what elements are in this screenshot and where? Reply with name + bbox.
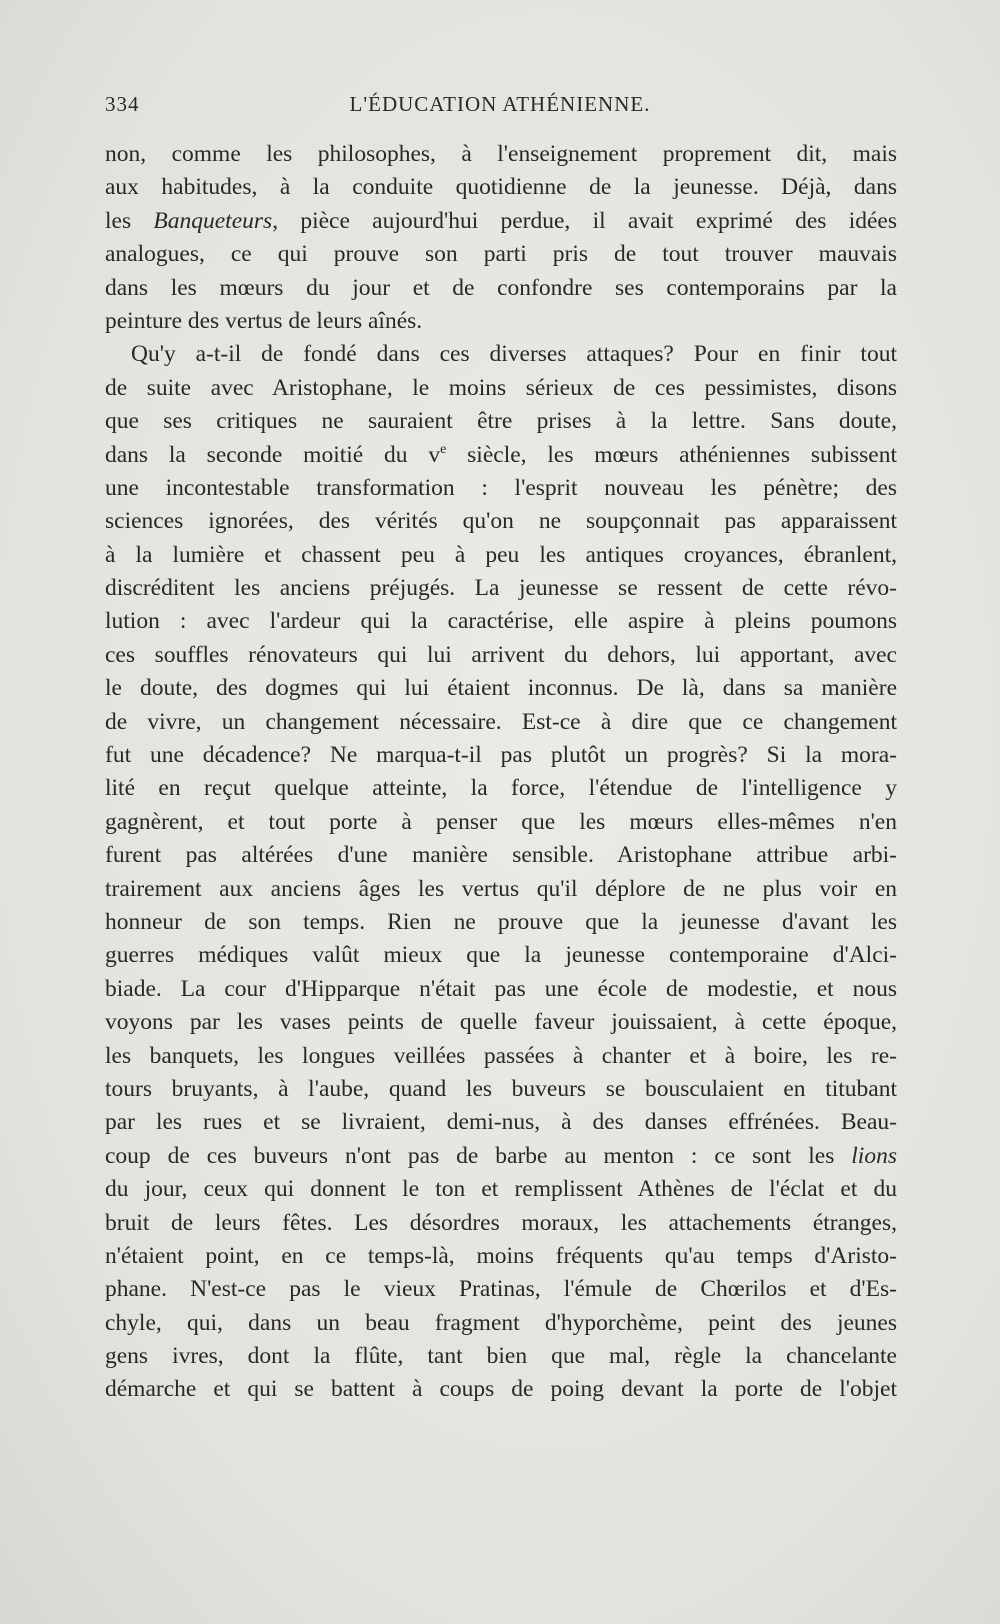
text-line: [105, 138, 897, 171]
text-segment: dans la seconde moitié du v: [105, 441, 441, 468]
text-segment: guerres médiques valût mieux que la jeunesse contemporaine d'Alci-: [105, 942, 897, 969]
text-segment: lité en reçut quelque atteinte, la force, l'étendue de l'intelligence y: [105, 775, 897, 802]
text-line: [105, 472, 897, 505]
text-line: [105, 906, 897, 939]
text-line: [105, 1207, 897, 1240]
text-segment: siècle, les mœurs athéniennes subissent: [446, 441, 897, 468]
running-title: L'ÉDUCATION ATHÉNIENNE.: [349, 92, 651, 116]
italic-text: lions: [851, 1142, 897, 1169]
text-line: [105, 405, 897, 438]
text-segment: discréditent les anciens préjugés. La jeunesse se ressent de cette révo-: [105, 575, 897, 602]
text-line: [105, 171, 897, 204]
text-line: [105, 1140, 897, 1173]
italic-text: Banqueteurs: [153, 207, 273, 234]
text-line: [105, 639, 897, 672]
text-segment: voyons par les vases peints de quelle faveur jouissaient, à cette époque,: [105, 1009, 897, 1036]
text-segment: une incontestable transformation : l'esprit nouveau les pénètre; des: [105, 474, 897, 501]
text-line: [105, 1173, 897, 1206]
text-line: [105, 439, 897, 472]
text-line: [105, 1273, 897, 1306]
text-segment: de suite avec Aristophane, le moins sérieux de ces pessimistes, disons: [105, 374, 897, 401]
text-line: [105, 806, 897, 839]
text-line: [105, 338, 897, 371]
text-line: [105, 372, 897, 405]
text-line: [105, 1106, 897, 1139]
text-segment: trairement aux anciens âges les vertus qu'il déplore de ne plus voir en: [105, 875, 897, 902]
text-segment: ces souffles rénovateurs qui lui arrivent du dehors, lui apportant, avec: [105, 641, 897, 668]
text-line: [105, 205, 897, 238]
text-line: [105, 272, 897, 305]
text-line: [105, 572, 897, 605]
text-segment: sciences ignorées, des vérités qu'on ne soupçonnait pas apparaissent: [105, 508, 897, 535]
text-segment: le doute, des dogmes qui lui étaient inconnus. De là, dans sa manière: [105, 675, 897, 702]
text-segment: furent pas altérées d'une manière sensible. Aristophane attribue arbi-: [105, 842, 897, 869]
text-line: [105, 1073, 897, 1106]
text-line: [105, 539, 897, 572]
text-segment: n'étaient point, en ce temps-là, moins fréquents qu'au temps d'Aristo-: [105, 1242, 897, 1269]
text-segment: phane. N'est-ce pas le vieux Pratinas, l'émule de Chœrilos et d'Es-: [105, 1276, 897, 1303]
text-segment: dans les mœurs du jour et de confondre ses contemporains par la: [105, 274, 897, 301]
text-line: [105, 706, 897, 739]
text-line: [105, 973, 897, 1006]
text-line: [105, 739, 897, 772]
text-segment: honneur de son temps. Rien ne prouve que la jeunesse d'avant les: [105, 908, 897, 935]
text-segment: de vivre, un changement nécessaire. Est-ce à dire que ce changement: [105, 708, 897, 735]
text-line: [105, 1373, 897, 1406]
text-segment: par les rues et se livraient, demi-nus, à des danses effrénées. Beau-: [105, 1109, 897, 1136]
text-line: [105, 1307, 897, 1340]
text-segment: gens ivres, dont la flûte, tant bien que mal, règle la chancelante: [105, 1343, 897, 1370]
text-segment: peinture des vertus de leurs aînés.: [105, 307, 423, 334]
text-segment: non, comme les philosophes, à l'enseignement proprement dit, mais: [105, 141, 897, 167]
text-line: [105, 1040, 897, 1073]
text-line: [105, 939, 897, 972]
text-segment: , pièce aujourd'hui perdue, il avait exprimé des idées: [272, 207, 897, 234]
text-segment: bruit de leurs fêtes. Les désordres moraux, les attachements étranges,: [105, 1209, 897, 1236]
text-line: [105, 1006, 897, 1039]
text-segment: les: [105, 207, 154, 234]
text-segment: biade. La cour d'Hipparque n'était pas une école de modestie, et nous: [105, 975, 897, 1002]
text-line: [105, 772, 897, 805]
text-segment: tours bruyants, à l'aube, quand les buveurs se bousculaient en titubant: [105, 1075, 897, 1102]
text-segment: que ses critiques ne sauraient être prises à la lettre. Sans doute,: [105, 408, 897, 435]
text-segment: analogues, ce qui prouve son parti pris de tout trouver mauvais: [105, 241, 897, 268]
text-line: [105, 1340, 897, 1373]
text-line: [105, 505, 897, 538]
body-text: [105, 138, 897, 1407]
text-line: [105, 873, 897, 906]
text-segment: fut une décadence? Ne marqua-t-il pas plutôt un progrès? Si la mora-: [105, 742, 897, 769]
text-segment: démarche et qui se battent à coups de poing devant la porte de l'objet: [105, 1376, 897, 1403]
text-segment: chyle, qui, dans un beau fragment d'hyporchème, peint des jeunes: [105, 1309, 897, 1336]
text-segment: à la lumière et chassent peu à peu les antiques croyances, ébranlent,: [105, 541, 897, 568]
text-segment: gagnèrent, et tout porte à penser que les mœurs elles-mêmes n'en: [105, 808, 897, 835]
page-number: 334: [105, 92, 140, 116]
text-segment: les banquets, les longues veillées passées à chanter et à boire, les re-: [105, 1042, 897, 1069]
page-header: [105, 92, 895, 122]
text-line: [105, 605, 897, 638]
text-line: [105, 839, 897, 872]
superscript-text: e: [440, 441, 447, 457]
text-line: [105, 305, 897, 338]
text-segment: Qu'y a-t-il de fondé dans ces diverses attaques? Pour en finir tout: [131, 341, 897, 368]
text-line: [105, 1240, 897, 1273]
text-segment: lution : avec l'ardeur qui la caractérise, elle aspire à pleins poumons: [105, 608, 897, 635]
text-segment: aux habitudes, à la conduite quotidienne de la jeunesse. Déjà, dans: [105, 174, 897, 201]
text-line: [105, 672, 897, 705]
text-segment: coup de ces buveurs n'ont pas de barbe au menton : ce sont les: [105, 1142, 852, 1169]
text-segment: du jour, ceux qui donnent le ton et remplissent Athènes de l'éclat et du: [105, 1176, 897, 1203]
text-line: [105, 238, 897, 271]
